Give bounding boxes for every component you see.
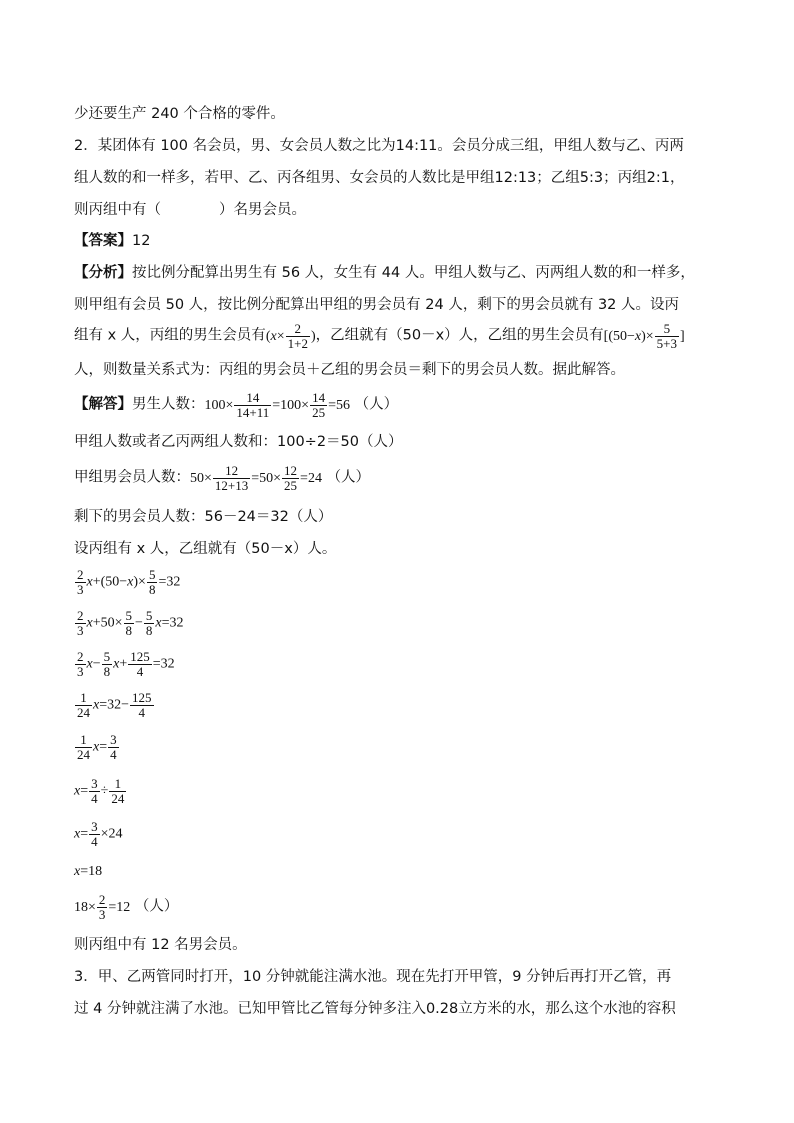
analysis-line-2: 则甲组有会员 50 人，按比例分配算出甲组的男会员有 24 人，剩下的男会员就有 32 人。设丙 [74, 297, 680, 313]
question-2-line-2: 组人数的和一样多，若甲、乙、丙各组男、女会员的人数比是甲组12:13；乙组5:3；丙组2:1， [74, 170, 685, 186]
analysis-text: 组有 x 人，丙组的男生会员有 [74, 327, 266, 344]
question-2-text-end: ）名男会员。 [219, 202, 306, 218]
solution-line-4: 剩下的男会员人数：56－24＝32（人） [74, 509, 333, 525]
analysis-line-4: 人，则数量关系式为：丙组的男会员＋乙组的男会员＝剩下的男会员人数。据此解答。 [74, 362, 625, 378]
solution-label: 【解答】 [74, 396, 132, 413]
math-expression: (x× $\frac{2}{1+2}$ ) [265, 321, 316, 351]
question-2-text: 则丙组中有（ [74, 202, 161, 218]
question-3-line-1: 3．甲、乙两管同时打开，10 分钟就能注满水池。现在先打开甲管，9 分钟后再打开乙管，再 [74, 969, 672, 985]
equation-2: $\frac{2}{3}$ x+50× $\frac{5}{8}$ − $\frac{5}{8}$ x=32 [77, 608, 184, 638]
analysis-line-3 [74, 322, 685, 351]
equation-6: x= $\frac{3}{4}$ ÷ $\frac{1}{24}$ [74, 776, 125, 806]
fraction: $\frac{2}{1+2}$ [287, 321, 308, 351]
equation-9: 18× $\frac{2}{3}$ =12 （人） [74, 892, 179, 922]
math-expression: 50× $\frac{12}{12+13}$ =50× $\frac{12}{25}$ =24 [190, 463, 322, 493]
fraction: $\frac{5}{5+3}$ [656, 321, 678, 351]
analysis-line-1 [74, 263, 695, 283]
equation-8: x=18 [74, 864, 103, 879]
answer-line [74, 231, 150, 251]
unit: （人） [326, 469, 371, 486]
solution-line-2: 甲组人数或者乙丙两组人数和：100÷2＝50（人） [74, 434, 403, 450]
solution-text: 甲组男会员人数： [74, 469, 190, 486]
equation-4: $\frac{1}{24}$ x=32− $\frac{125}{4}$ [77, 690, 152, 720]
unit: （人） [134, 898, 179, 915]
question-3-line-2: 过 4 分钟就注满了水池。已知甲管比乙管每分钟多注入0.28立方米的水，那么这个水池的容积 [74, 1001, 676, 1017]
equation-1: $\frac{2}{3}$ x+(50−x)× $\frac{5}{8}$ =32 [77, 567, 181, 597]
analysis-label: 【分析】 [74, 265, 132, 281]
analysis-text: ，乙组就有（50－x）人，乙组的男生会员有 [315, 327, 604, 344]
solution-line-1 [74, 391, 398, 420]
equation-5: $\frac{1}{24}$ x= $\frac{3}{4}$ [77, 732, 117, 762]
text-line: 少还要生产 240 个合格的零件。 [74, 106, 285, 122]
solution-conclusion: 则丙组中有 12 名男会员。 [74, 937, 247, 953]
analysis-text: 按比例分配算出男生有 56 人，女生有 44 人。甲组人数与乙、丙两组人数的和一样多， [132, 265, 695, 281]
solution-line-3 [74, 464, 370, 493]
answer-label: 【答案】 [74, 233, 132, 249]
question-2-line-3 [74, 200, 306, 220]
math-expression: 100× $\frac{14}{14+11}$ =100× $\frac{14}{25}$ =56 [204, 390, 350, 420]
equation-7: x= $\frac{3}{4}$ ×24 [74, 819, 123, 849]
answer-value: 12 [132, 233, 151, 249]
question-2-line-1: 2．某团体有 100 名会员，男、女会员人数之比为14:11。会员分成三组，甲组人数与乙、丙两 [74, 138, 684, 154]
solution-line-5: 设丙组有 x 人，乙组就有（50－x）人。 [74, 541, 337, 557]
math-expression: [(50−x)× $\frac{5}{5+3}$ ] [603, 321, 685, 351]
equation-3: $\frac{2}{3}$ x− $\frac{5}{8}$ x+ $\frac{125}{4}$ =32 [77, 649, 175, 679]
unit: （人） [354, 396, 399, 413]
solution-text: 男生人数： [132, 396, 205, 413]
